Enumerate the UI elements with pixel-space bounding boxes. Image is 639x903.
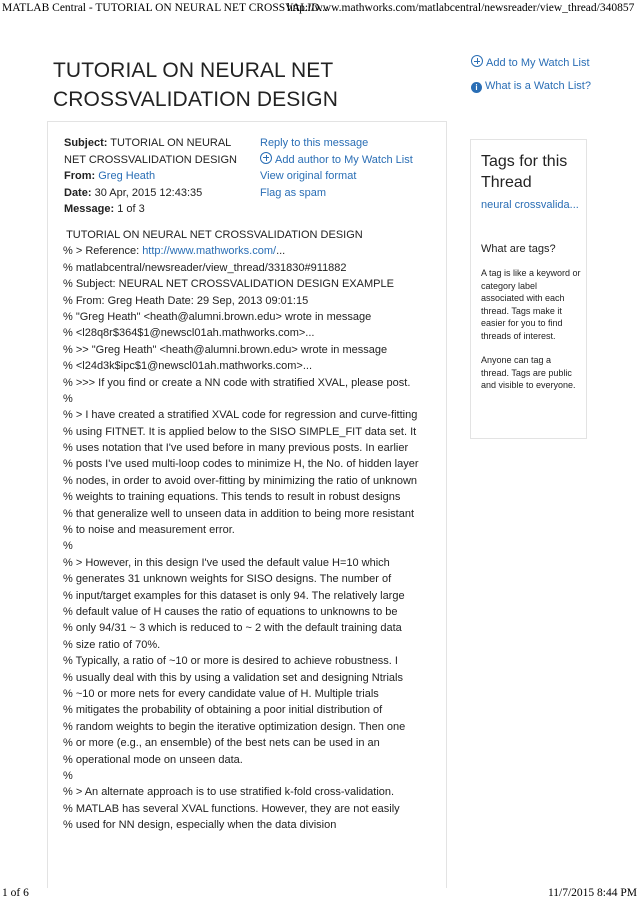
body-line: % xyxy=(63,392,73,405)
body-line: % Subject: NEURAL NET CROSSVALIDATION DESIGN EXAMPLE xyxy=(63,278,394,291)
body-line: % using FITNET. It is applied below to the SISO SIMPLE_FIT data set. It xyxy=(63,425,417,438)
view-original-link[interactable]: View original format xyxy=(260,170,357,182)
flag-spam-link[interactable]: Flag as spam xyxy=(260,186,327,199)
message-index-row xyxy=(64,201,254,218)
body-line: % <l24d3k$ipc$1@newscl01ah.mathworks.com>... xyxy=(63,360,313,373)
body-line: % xyxy=(63,540,73,553)
body-line: % size ratio of 70%. xyxy=(63,638,161,651)
body-line: % >>> If you find or create a NN code with stratified XVAL, please post. xyxy=(63,376,411,389)
add-to-watch-list-link[interactable]: Add to My Watch List xyxy=(486,57,590,69)
body-heading: TUTORIAL ON NEURAL NET CROSSVALIDATION DESIGN xyxy=(66,229,363,241)
message-actions xyxy=(260,135,445,201)
body-line: % posts I've used multi-loop codes to minimize H, the No. of hidden layer xyxy=(63,458,419,471)
author-link[interactable]: Greg Heath xyxy=(98,170,156,182)
info-icon: i xyxy=(471,82,482,93)
body-line: % matlabcentral/newsreader/view_thread/331830#911882 xyxy=(63,261,347,274)
body-line: % or more (e.g., an ensemble) of the best nets can be used in an xyxy=(63,737,380,750)
what-is-watch-list-link[interactable]: What is a Watch List? xyxy=(485,79,591,92)
message-panel xyxy=(47,121,447,888)
date-label: Date: xyxy=(64,186,92,199)
date-value: 30 Apr, 2015 12:43:35 xyxy=(94,186,203,199)
body-line: % > I have created a stratified XVAL code for regression and curve-fitting xyxy=(63,409,418,422)
message-meta xyxy=(64,135,254,218)
add-icon xyxy=(471,55,483,67)
body-line: % that generalize well to unseen data in addition to being more resistant xyxy=(63,507,414,520)
body-line: % weights to training equations. This tends to result in robust designs xyxy=(63,491,401,504)
body-line: % mitigates the probability of obtaining a poor initial distribution of xyxy=(63,704,383,717)
subject-label: Subject: xyxy=(64,137,108,149)
watch-list-panel xyxy=(471,55,591,94)
reference-link[interactable]: http://www.mathworks.com/ xyxy=(142,245,277,258)
body-line: % xyxy=(63,769,73,782)
message-index: 1 of 3 xyxy=(117,203,145,215)
body-line: % generates 31 unknown weights for SISO designs. The number of xyxy=(63,573,392,586)
subject-value: TUTORIAL ON NEURAL NET CROSSVALIDATION DESIGN xyxy=(64,137,237,166)
page-title: TUTORIAL ON NEURAL NET CROSSVALIDATION DESIGN xyxy=(53,59,338,111)
page-number: 1 of 6 xyxy=(2,887,29,899)
print-header-title: MATLAB Central - TUTORIAL ON NEURAL NET CROSSVALID... xyxy=(2,2,329,14)
message-body xyxy=(63,227,443,833)
body-line: % Typically, a ratio of ~10 or more is desired to achieve robustness. I xyxy=(63,655,398,668)
body-line: % ~10 or more nets for every candidate value of H. Multiple trials xyxy=(63,687,379,700)
body-line: % usually deal with this by using a validation set and designing Ntrials xyxy=(63,671,403,684)
body-line: % used for NN design, especially when the data division xyxy=(63,819,337,832)
from-label: From: xyxy=(64,170,96,182)
tags-title: Tags for this Thread xyxy=(481,153,568,191)
body-line: % From: Greg Heath Date: 29 Sep, 2013 09:01:15 xyxy=(63,294,309,307)
message-label: Message: xyxy=(64,203,115,215)
body-line: % random weights to begin the iterative optimization design. Then one xyxy=(63,720,406,733)
body-line: % default value of H causes the ratio of equations to unknowns to be xyxy=(63,605,398,618)
print-datetime: 11/7/2015 8:44 PM xyxy=(547,887,637,899)
tag-link[interactable]: neural crossvalida... xyxy=(481,199,579,211)
subject-row xyxy=(64,135,254,168)
body-line: % input/target examples for this dataset is only 94. The relatively large xyxy=(63,589,405,602)
body-line: % > However, in this design I've used the default value H=10 which xyxy=(63,556,390,569)
date-row xyxy=(64,185,254,202)
reply-link[interactable]: Reply to this message xyxy=(260,137,369,149)
add-author-watch-link[interactable]: Add author to My Watch List xyxy=(275,153,413,166)
what-are-tags-heading: What are tags? xyxy=(481,243,556,255)
print-footer xyxy=(0,887,639,903)
body-line: % <l28q8r$364$1@newscl01ah.mathworks.com>... xyxy=(63,327,315,340)
add-icon xyxy=(260,152,272,164)
tags-description: A tag is like a keyword or category label associated with each thread. Tags make it easier for you to find threads of interest. Anyone can tag a thread. Tags are public and visible to everyone. xyxy=(481,268,581,390)
body-line: % > An alternate approach is to use stratified k-fold cross-validation. xyxy=(63,786,395,799)
body-line: % to noise and measurement error. xyxy=(63,524,235,537)
body-lines xyxy=(63,260,443,834)
print-header xyxy=(0,0,639,18)
body-line: % operational mode on unseen data. xyxy=(63,753,243,766)
body-line: % MATLAB has several XVAL functions. However, they are not easily xyxy=(63,802,400,815)
body-line: % uses notation that I've used before in many previous posts. In earlier xyxy=(63,442,409,455)
body-line: % "Greg Heath" <heath@alumni.brown.edu> wrote in message xyxy=(63,310,372,323)
body-line: % only 94/31 ~ 3 which is reduced to ~ 2 with the default training data xyxy=(63,622,402,635)
print-header-url: http://www.mathworks.com/matlabcentral/newsreader/view_thread/340857 xyxy=(287,2,635,14)
body-line: % nodes, in order to avoid over-fitting by minimizing the ratio of unknown xyxy=(63,474,418,487)
body-line: % >> "Greg Heath" <heath@alumni.brown.edu> wrote in message xyxy=(63,343,388,356)
from-row xyxy=(64,168,254,185)
tags-panel xyxy=(470,139,587,439)
body-reference-line: % > Reference: http://www.mathworks.com/... xyxy=(63,245,286,258)
